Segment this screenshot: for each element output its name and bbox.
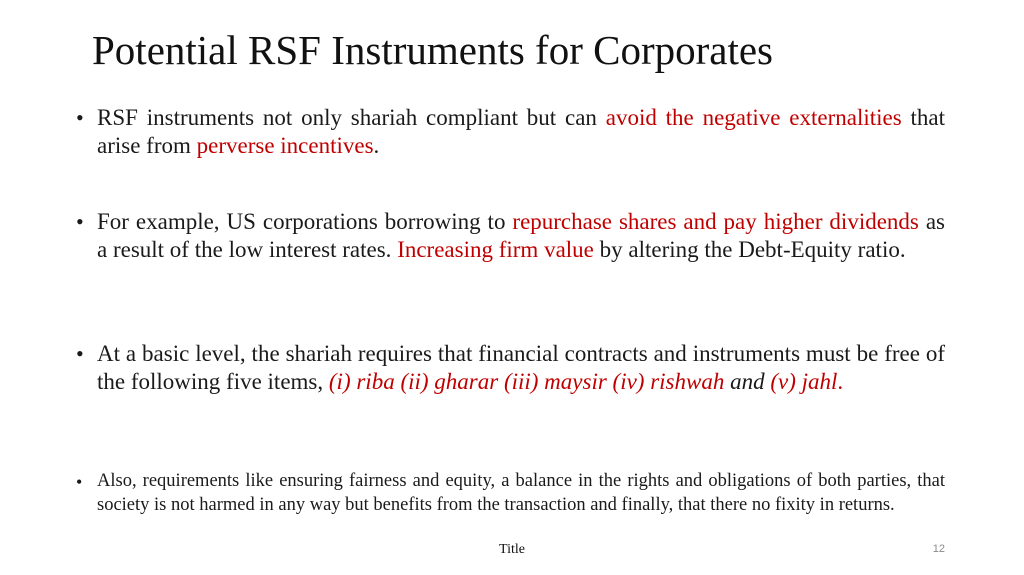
- footer-title: Title: [499, 542, 525, 557]
- bullet-text: [97, 340, 945, 395]
- bullet-dot: •: [76, 341, 84, 366]
- highlighted-italic-text: (v) jahl: [770, 368, 838, 394]
- text-run: RSF instruments not only shariah compliant but can: [97, 105, 606, 130]
- highlighted-text: perverse incentives: [196, 132, 374, 158]
- text-run: For example, US corporations borrowing to: [97, 209, 513, 234]
- text-run: At a basic level, the shariah requires that financial contracts and instruments must be free of the following five items,: [97, 341, 945, 394]
- highlighted-text: avoid the negative externalities: [605, 105, 902, 130]
- bullet-dot: •: [76, 105, 84, 130]
- italic-text: and: [724, 368, 771, 394]
- text-run: .: [837, 368, 844, 394]
- bullet-dot: •: [76, 209, 84, 234]
- page-number: 12: [932, 543, 945, 555]
- text-run: .: [373, 132, 380, 158]
- highlighted-text: Increasing firm value: [397, 236, 594, 262]
- bullet-text: [97, 208, 945, 263]
- bullet-dot: •: [76, 472, 83, 492]
- bullet-text: Also, requirements like ensuring fairness and equity, a balance in the rights and obligations of both parties, that society is not harmed in any way but benefits from the transaction and finally, that there no fixity in returns.: [97, 471, 945, 515]
- highlighted-italic-text: (i) riba (ii) gharar (iii) maysir (iv) rishwah: [328, 368, 725, 394]
- text-run: that arise from: [97, 105, 945, 158]
- highlighted-text: repurchase shares and pay higher dividends: [512, 209, 919, 234]
- bullet-text: [97, 104, 945, 159]
- slide-title: Potential RSF Instruments for Corporates: [92, 27, 774, 73]
- bullet-item: [76, 340, 945, 395]
- bullet-item: [76, 470, 945, 517]
- bullet-item: [76, 104, 945, 159]
- text-run: by altering the Debt-Equity ratio.: [593, 236, 906, 262]
- bullet-item: [76, 208, 945, 263]
- text-run: as a result of the low interest rates.: [97, 209, 945, 262]
